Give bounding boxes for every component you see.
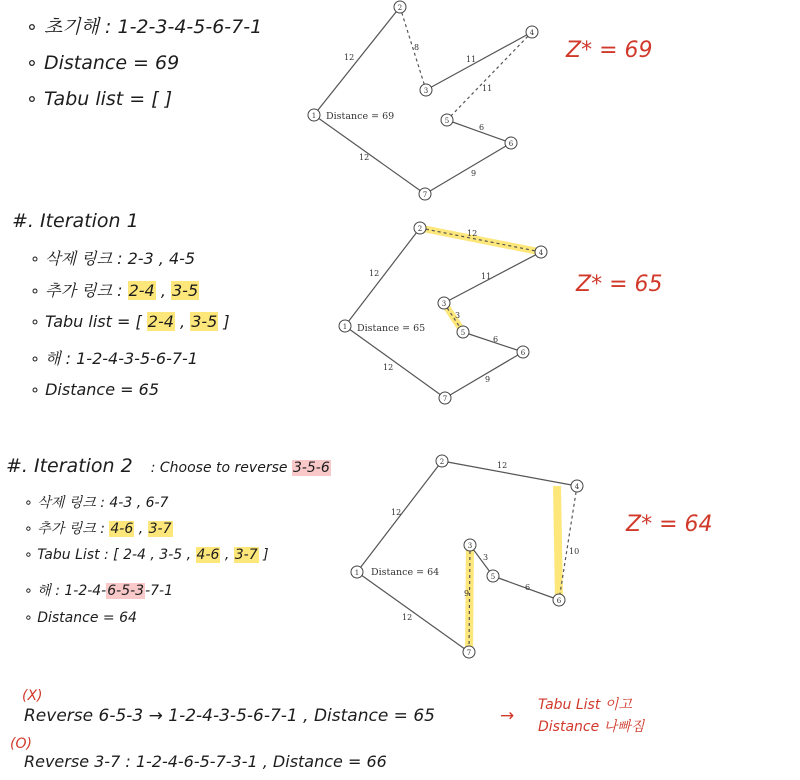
node-label: 7 [442, 395, 448, 403]
separator: , [155, 281, 171, 300]
separator: , [134, 521, 148, 537]
arrow-right-icon: → [500, 706, 515, 726]
edge-label: 6 [493, 335, 499, 344]
tabu-0: ∘ Tabu list = [ ] [26, 88, 173, 110]
node-label: 5 [490, 573, 496, 581]
edge-label: 12 [402, 613, 413, 622]
tabu-1: ∘ Tabu list = [ 2-4 , 3-5 ] [30, 312, 230, 331]
edge-3-4 [426, 32, 532, 90]
added-link-3-5: 3-5 [172, 281, 199, 300]
tabu-item-2-4: 2-4 [147, 312, 174, 331]
mark-o: (O) [10, 736, 32, 752]
edge-label: 9 [485, 375, 491, 384]
deleted-links-2-text: 삭제 링크 : 4-3 , 6-7 [37, 495, 169, 511]
edge-2-3 [400, 7, 426, 90]
edge-label: 6 [479, 123, 485, 132]
added-links-2-label: 추가 링크 : [37, 521, 110, 537]
note-distance: Distance 나빠짐 [538, 719, 645, 735]
edge-label: 12 [497, 461, 508, 470]
distance-0: ∘ Distance = 69 [26, 52, 180, 74]
separator: , [174, 312, 191, 331]
node-label: 3 [467, 542, 473, 550]
distance-0-text: Distance = 69 [43, 52, 180, 74]
init-solution-text: 초기해 : 1-2-3-4-5-6-7-1 [43, 16, 263, 38]
tabu-item-3-7: 3-7 [234, 547, 258, 563]
tabu-1-label: Tabu list = [ [45, 312, 147, 331]
edge-label: 8 [414, 43, 420, 52]
node-label: 6 [556, 597, 562, 605]
edge-6-7 [445, 352, 523, 398]
node-label: 3 [441, 300, 447, 308]
node-label: 2 [439, 458, 445, 466]
node-label: 1 [342, 323, 348, 331]
tabu-close: ] [218, 312, 230, 331]
edge-label: 9 [464, 589, 470, 598]
tabu-0-text: Tabu list = [ ] [43, 88, 173, 110]
distance-1-text: Distance = 65 [45, 380, 160, 399]
added-link-2-4: 2-4 [128, 281, 155, 300]
tabu-item-3-5: 3-5 [191, 312, 218, 331]
edge-label: 11 [466, 55, 477, 64]
solution-1-text: 해 : 1-2-4-3-5-6-7-1 [45, 349, 198, 368]
reverse-segment: 3-5-6 [292, 460, 330, 476]
added-link-3-7: 3-7 [148, 521, 172, 537]
edge-label: 12 [344, 53, 355, 62]
node-label: 1 [311, 112, 317, 120]
edge-label: 12 [369, 269, 380, 278]
node-label: 5 [460, 329, 466, 337]
edge-2-4 [420, 228, 541, 252]
node-label: 1 [354, 569, 360, 577]
edge-label: 11 [482, 84, 493, 93]
edge-label: 12 [359, 153, 370, 162]
graph-distance-label: Distance = 64 [371, 567, 440, 578]
edge-1-2 [314, 7, 400, 115]
node-label: 4 [529, 29, 535, 37]
iteration2-heading: #. Iteration 2 : Choose to reverse 3-5-6 [6, 455, 330, 477]
reverse-line-1: Reverse 6-5-3 → 1-2-4-3-5-6-7-1 , Distance = 65 [24, 706, 435, 726]
added-links-1: ∘ 추가 링크 : 2-4 , 3-5 [30, 281, 199, 300]
added-links-1-label: 추가 링크 : [45, 281, 128, 300]
note-tabu: Tabu List 이고 [538, 697, 632, 713]
deleted-links-1-text: 삭제 링크 : 2-3 , 4-5 [45, 249, 196, 268]
graph-iteration-2 [345, 452, 590, 662]
edge-label: 11 [481, 272, 492, 281]
edge-label: 12 [467, 229, 478, 238]
solution-2-reversed: 6-5-3 [107, 583, 145, 599]
edge-7-1 [314, 115, 425, 194]
edge-7-1 [357, 572, 469, 652]
tabu-item-4-6: 4-6 [196, 547, 220, 563]
edge-label: 6 [525, 583, 531, 592]
tabu-2-label: Tabu List : [ 2-4 , 3-5 , [37, 547, 196, 563]
edge-label: 3 [455, 311, 461, 320]
graph-distance-label: Distance = 65 [357, 323, 426, 334]
reverse-line-2: Reverse 3-7 : 1-2-4-6-5-7-3-1 , Distance = 66 [24, 752, 387, 771]
iteration1-heading: #. Iteration 1 [12, 210, 139, 232]
zstar-0: Z* = 69 [566, 38, 653, 63]
added-link-4-6: 4-6 [110, 521, 134, 537]
tabu-close: ] [258, 547, 269, 563]
solution-2: ∘ 해 : 1-2-4-6-5-3-7-1 [24, 583, 173, 599]
node-label: 3 [423, 87, 429, 95]
graph-iteration-1 [335, 222, 560, 407]
edge-label: 3 [483, 553, 489, 562]
zstar-2: Z* = 64 [626, 512, 713, 537]
edge-7-1 [345, 326, 445, 398]
node-label: 2 [397, 4, 403, 12]
edge-4-5 [447, 32, 532, 120]
graph-distance-label: Distance = 69 [326, 111, 395, 122]
node-label: 7 [422, 191, 428, 199]
mark-x: (X) [22, 688, 43, 704]
edge-label: 12 [391, 508, 402, 517]
deleted-links-1: ∘ 삭제 링크 : 2-3 , 4-5 [30, 249, 196, 268]
zstar-1: Z* = 65 [576, 272, 663, 297]
edge-4-3 [444, 252, 541, 303]
edge-1-2 [345, 228, 420, 326]
node-label: 7 [466, 649, 472, 657]
node-label: 4 [538, 249, 544, 257]
separator: , [220, 547, 234, 563]
distance-2: ∘ Distance = 64 [24, 610, 137, 626]
node-label: 6 [520, 349, 526, 357]
node-label: 2 [417, 225, 423, 233]
edge-6-7 [425, 143, 511, 194]
node-label: 5 [444, 117, 450, 125]
edge-label: 12 [383, 363, 394, 372]
solution-1: ∘ 해 : 1-2-4-3-5-6-7-1 [30, 349, 198, 368]
node-label: 4 [574, 483, 580, 491]
solution-2-prefix: 해 : 1-2-4- [37, 583, 107, 599]
init-solution: ∘ 초기해 : 1-2-3-4-5-6-7-1 [26, 16, 263, 38]
distance-2-text: Distance = 64 [37, 610, 137, 626]
graph-initial [300, 0, 560, 205]
iteration2-heading-text: #. Iteration 2 [6, 455, 133, 477]
node-label: 6 [508, 140, 514, 148]
tabu-2: ∘ Tabu List : [ 2-4 , 3-5 , 4-6 , 3-7 ] [24, 547, 269, 563]
deleted-links-2: ∘ 삭제 링크 : 4-3 , 6-7 [24, 495, 169, 511]
choose-to-reverse: Choose to reverse [159, 460, 292, 476]
edge-label: 10 [569, 547, 580, 556]
solution-2-suffix: -7-1 [145, 583, 173, 599]
edge-2-4 [442, 461, 577, 486]
edge-label: 9 [471, 169, 477, 178]
distance-1: ∘ Distance = 65 [30, 380, 160, 399]
added-links-2: ∘ 추가 링크 : 4-6 , 3-7 [24, 521, 172, 537]
